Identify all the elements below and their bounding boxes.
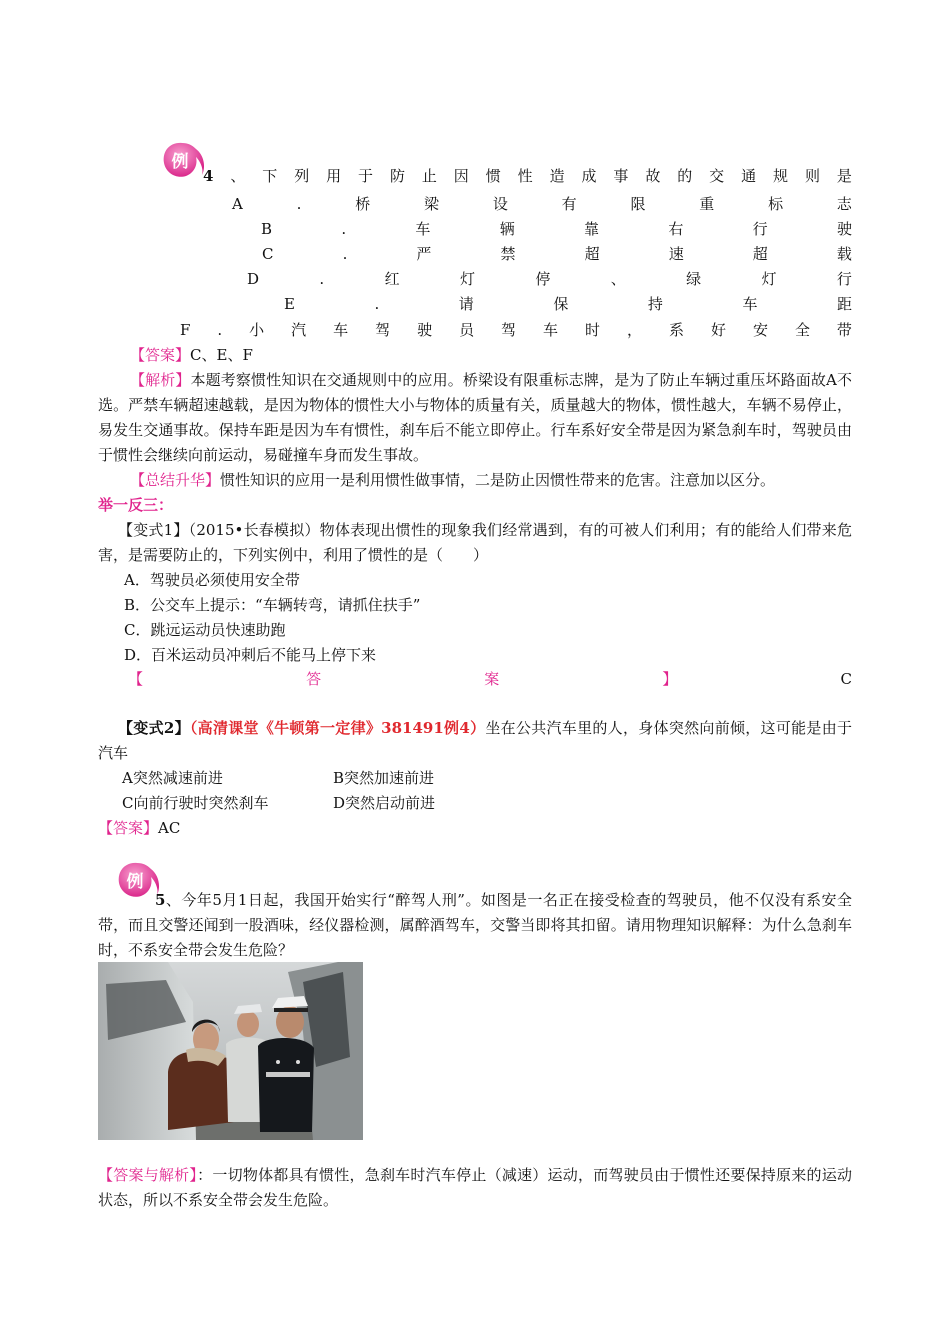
variant2-question xyxy=(98,716,852,766)
example4-option-c: C . 严 禁 超 速 超 载 xyxy=(262,245,852,263)
variant2-option-b: B突然加速前进 xyxy=(333,769,435,787)
example-badge-label: 例 xyxy=(171,152,189,172)
answer-tag: 【答案】 xyxy=(130,346,191,364)
variant2-option-c: C向前行驶时突然刹车 xyxy=(122,794,269,812)
analysis-text: 本题考察惯性知识在交通规则中的应用。桥梁设有限重标志牌，是为了防止车辆过重压坏路面故A不选。严禁车辆超速越载，是因为物体的惯性大小与物体的质量有关，质量越大的物体，惯性越大，车辆不易停止，易发生交通事故。保持车距是因为车有惯性，刹车后不能立即停止。行车系好安全带是因为紧急刹车时，驾驶员由于惯性会继续向前运动，易碰撞车身而发生事故。 xyxy=(98,371,852,464)
variant1-option-c: C．跳远运动员快速助跑 xyxy=(124,621,286,639)
example4-option-b: B . 车 辆 靠 右 行 驶 xyxy=(261,220,852,238)
answer-value: C、E、F xyxy=(190,346,253,364)
summary-tag: 【总结升华】 xyxy=(130,471,221,489)
answer-analysis-text: ：一切物体都具有惯性，急刹车时汽车停止（减速）运动，而驾驶员由于惯性还要保持原来的运动状态，所以不系安全带会发生危险。 xyxy=(98,1166,852,1209)
practice-heading: 举一反三： xyxy=(98,496,174,514)
variant2-tag: 【变式2】 xyxy=(118,719,190,737)
example4-analysis xyxy=(98,368,852,468)
example5-number: 5 xyxy=(155,891,166,909)
variant2-answer: 【答案】AC xyxy=(98,819,181,837)
example5-text: 、今年5月1日起，我国开始实行“醉驾人刑”。如图是一名正在接受检查的驾驶员，他不仅没有系安全带，而且交警还闻到一股酒味，经仪器检测，属醉酒驾车，交警当即将其扣留。请用物理知识解释：为什么急刹车时，不系安全带会发生危险？ xyxy=(98,891,852,959)
example4-option-d: D . 红 灯 停 、 绿 灯 行 xyxy=(247,270,852,288)
example4-option-a: A . 桥 梁 设 有 限 重 标 志 xyxy=(232,195,852,213)
example-badge-label: 例 xyxy=(126,872,144,892)
variant2-option-d: D突然启动前进 xyxy=(333,794,436,812)
example5-answer xyxy=(98,1163,852,1213)
police-checkpoint-photo xyxy=(98,962,363,1140)
example-badge-icon xyxy=(158,139,208,183)
example5-question xyxy=(98,888,852,963)
summary-text: 惯性知识的应用一是利用惯性做事情，二是防止因惯性带来的危害。注意加以区分。 xyxy=(220,471,776,489)
variant1-answer-value: C xyxy=(840,670,852,688)
answer-analysis-tag: 【答案与解析】 xyxy=(98,1166,198,1184)
example4-option-f: F . 小 汽 车 驾 驶 员 驾 车 时 ， 系 好 安 全 带 xyxy=(180,321,852,339)
example4-summary xyxy=(130,468,775,493)
variant2-option-a: A突然减速前进 xyxy=(122,769,223,787)
example4-answer xyxy=(130,343,253,368)
variant1-question xyxy=(98,518,852,568)
variant2-source: （高清课堂《牛顿第一定律》381491例4） xyxy=(189,719,486,737)
example4-question: 4 、 下 列 用 于 防 止 因 惯 性 造 成 事 故 的 交 通 规 则 是 xyxy=(203,164,852,189)
variant1-answer: 【 答 案 】 C xyxy=(128,667,852,692)
variant1-tag: 【变式1】 xyxy=(118,521,189,539)
variant1-option-b: B．公交车上提示：“车辆转弯，请抓住扶手” xyxy=(124,596,421,614)
example4-number: 4 xyxy=(203,167,214,185)
variant2-text: 坐在公共汽车里的人，身体突然向前倾，这可能是由于汽车 xyxy=(98,719,852,762)
variant1-text: （2015•长春模拟）物体表现出惯性的现象我们经常遇到，有的可被人们利用；有的能给人们带来危害，是需要防止的，下列实例中，利用了惯性的是（ ） xyxy=(98,521,852,564)
example4-option-e: E . 请 保 持 车 距 xyxy=(284,295,852,313)
analysis-tag: 【解析】 xyxy=(130,371,191,389)
variant1-option-a: A．驾驶员必须使用安全带 xyxy=(124,571,300,589)
variant1-option-d: D．百米运动员冲刺后不能马上停下来 xyxy=(124,646,377,664)
